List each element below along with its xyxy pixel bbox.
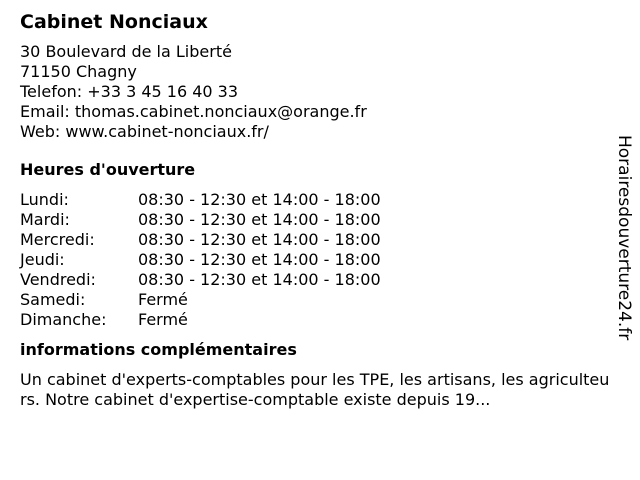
address-street: 30 Boulevard de la Liberté bbox=[20, 42, 232, 61]
hours-row-wednesday bbox=[20, 230, 610, 250]
hours-day-value: Fermé bbox=[138, 310, 188, 329]
email-line: Email: thomas.cabinet.nonciaux@orange.fr bbox=[20, 102, 367, 121]
address-city: 71150 Chagny bbox=[20, 62, 137, 81]
additional-info-heading: informations complémentaires bbox=[20, 340, 297, 359]
hours-day-label: Mardi: bbox=[20, 210, 70, 229]
hours-day-label: Samedi: bbox=[20, 290, 86, 309]
hours-row-sunday bbox=[20, 310, 610, 330]
website-line: Web: www.cabinet-nonciaux.fr/ bbox=[20, 122, 269, 141]
hours-day-value: 08:30 - 12:30 et 14:00 - 18:00 bbox=[138, 270, 381, 289]
hours-day-value: 08:30 - 12:30 et 14:00 - 18:00 bbox=[138, 210, 381, 229]
opening-hours-table bbox=[20, 190, 610, 330]
hours-row-friday bbox=[20, 270, 610, 290]
business-card bbox=[20, 10, 610, 410]
hours-day-value: 08:30 - 12:30 et 14:00 - 18:00 bbox=[138, 190, 381, 209]
hours-day-value: 08:30 - 12:30 et 14:00 - 18:00 bbox=[138, 230, 381, 249]
hours-day-label: Mercredi: bbox=[20, 230, 95, 249]
hours-day-value: 08:30 - 12:30 et 14:00 - 18:00 bbox=[138, 250, 381, 269]
description-text: Un cabinet d'experts-comptables pour les TPE, les artisans, les agriculteurs. Notre cabinet d'expertise-comptable existe depuis 19... bbox=[20, 370, 610, 409]
phone-line: Telefon: +33 3 45 16 40 33 bbox=[20, 82, 239, 101]
hours-day-label: Dimanche: bbox=[20, 310, 107, 329]
hours-row-thursday bbox=[20, 250, 610, 270]
hours-day-value: Fermé bbox=[138, 290, 188, 309]
hours-row-saturday bbox=[20, 290, 610, 310]
site-brand-watermark: Horairesdouverture24.fr bbox=[614, 135, 634, 341]
hours-day-label: Vendredi: bbox=[20, 270, 96, 289]
hours-day-label: Lundi: bbox=[20, 190, 69, 209]
hours-day-label: Jeudi: bbox=[20, 250, 65, 269]
opening-hours-heading: Heures d'ouverture bbox=[20, 160, 196, 179]
hours-row-monday bbox=[20, 190, 610, 210]
business-name: Cabinet Nonciaux bbox=[20, 11, 208, 33]
hours-row-tuesday bbox=[20, 210, 610, 230]
